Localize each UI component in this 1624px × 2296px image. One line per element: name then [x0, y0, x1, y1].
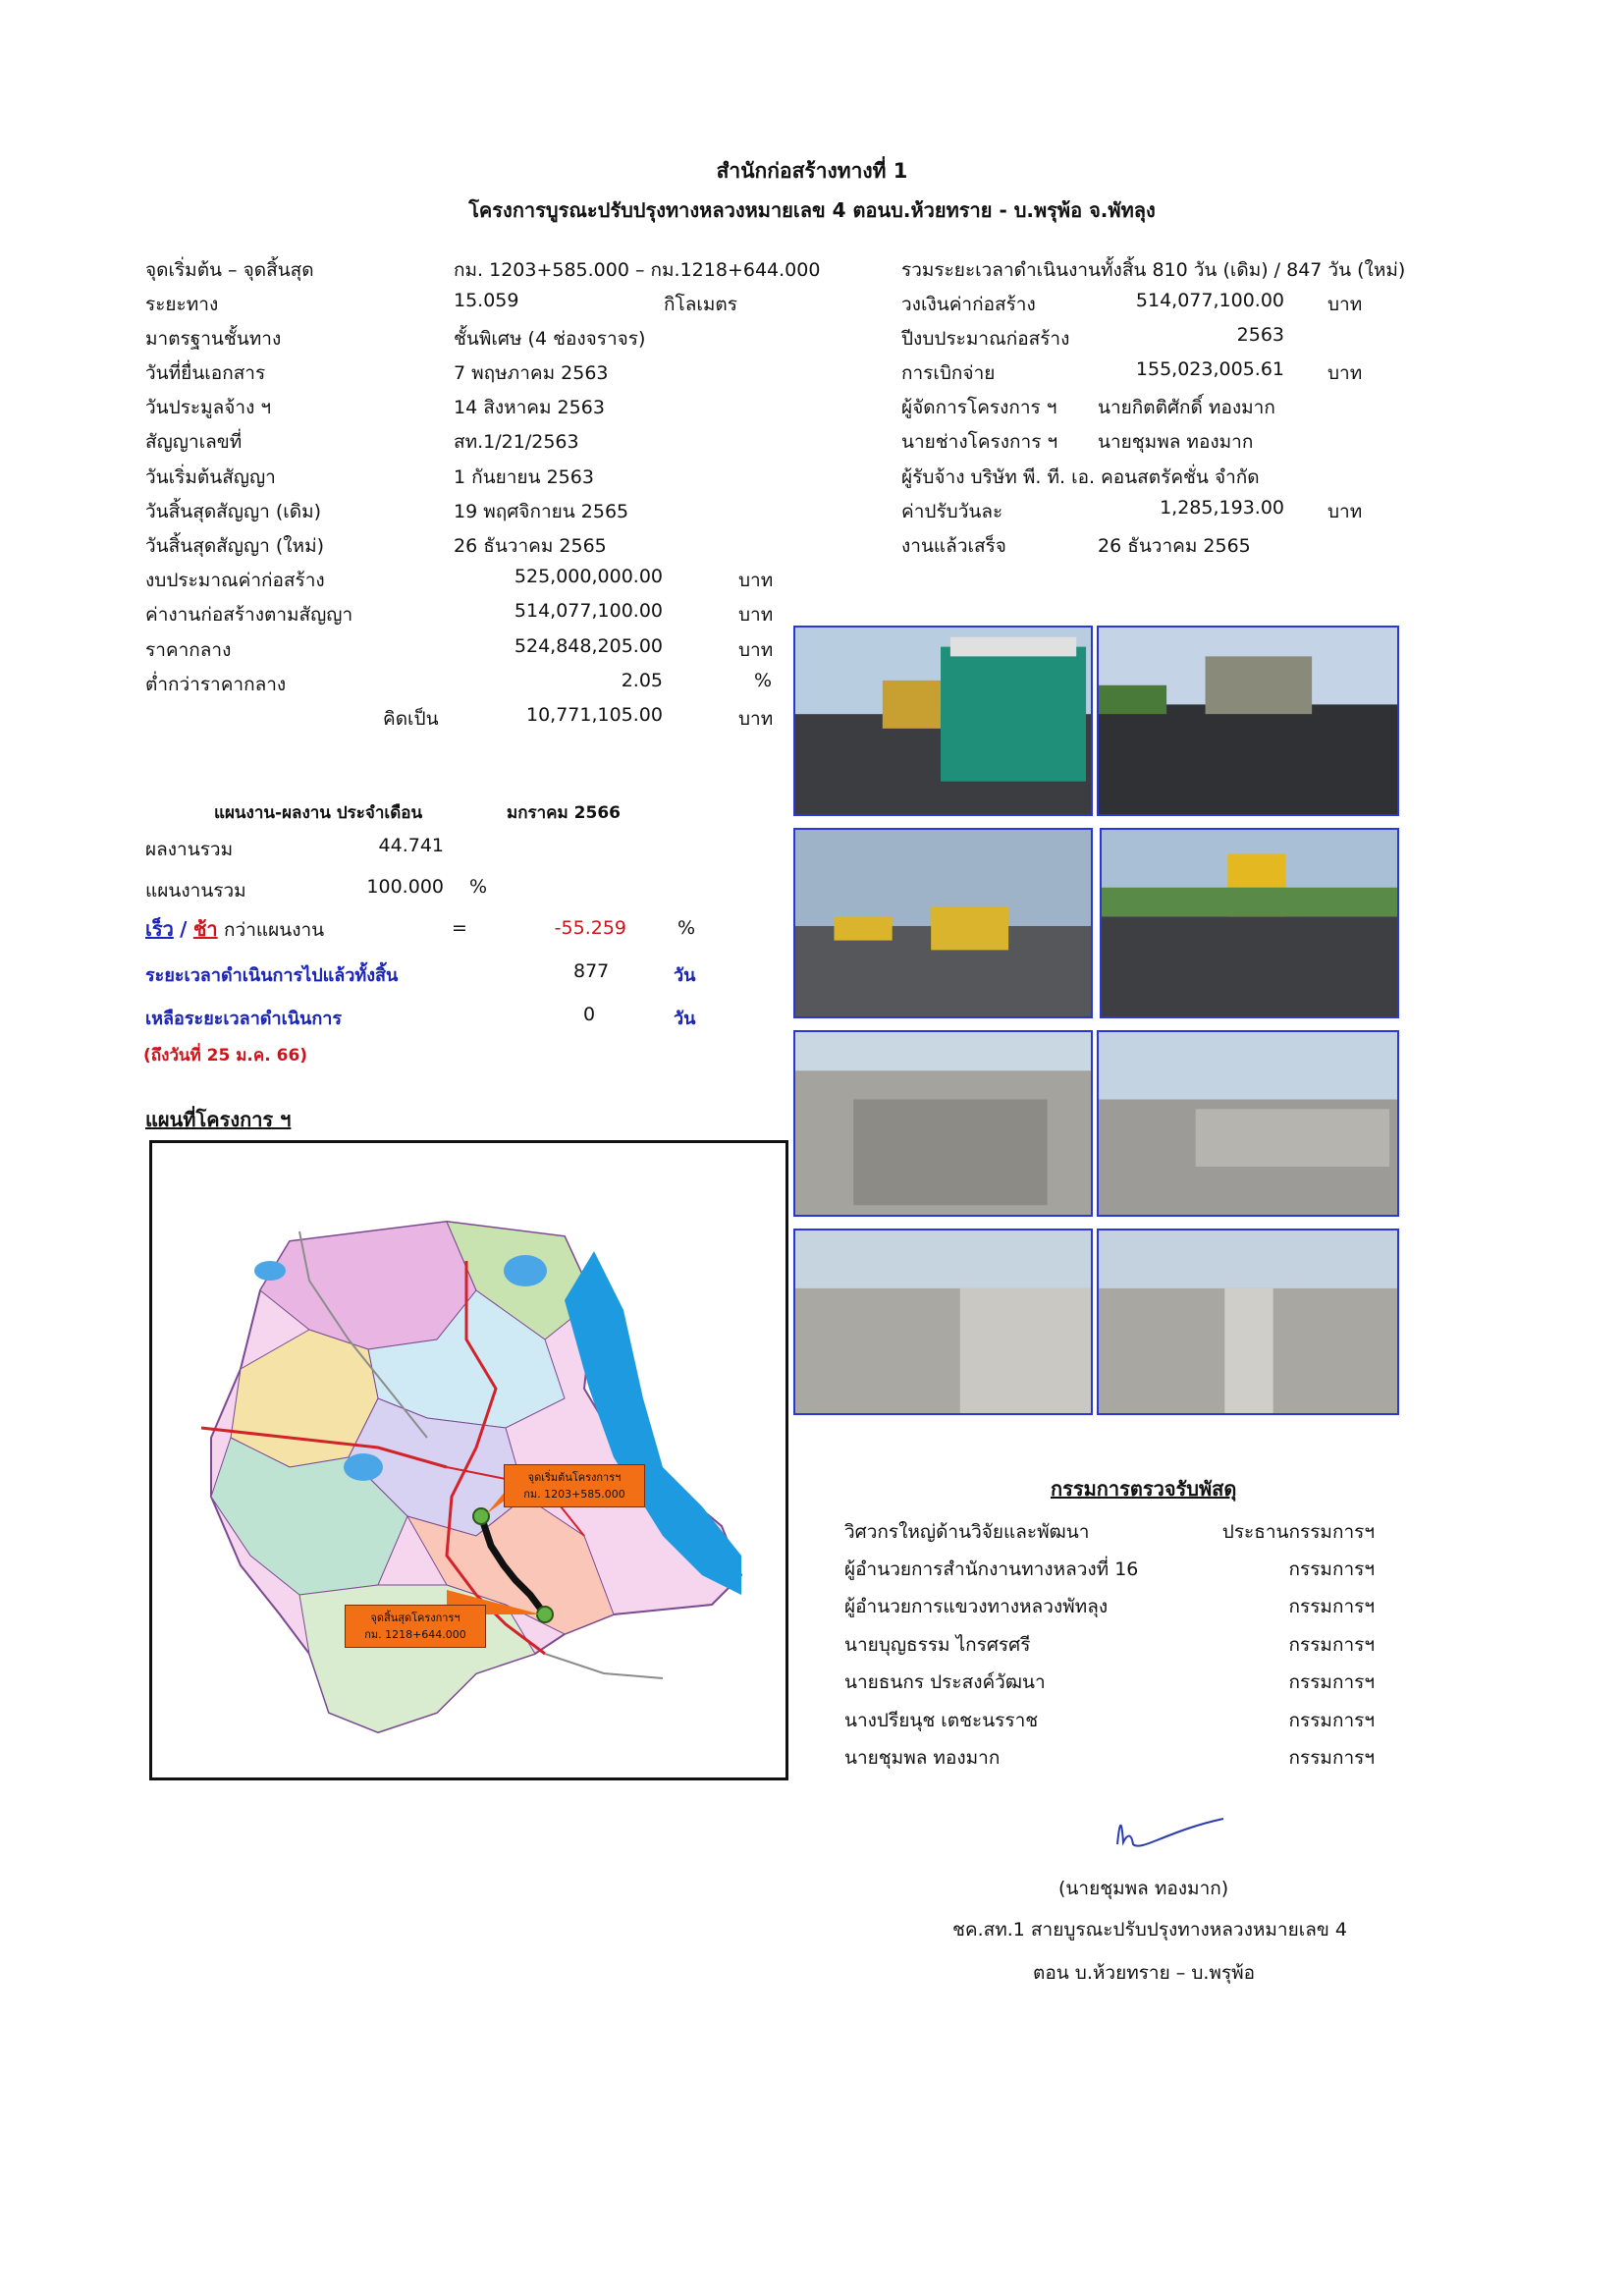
slash-label: / — [180, 917, 188, 941]
committee-member: ผู้อำนวยการสำนักงานทางหลวงที่ 16 — [844, 1558, 1139, 1580]
as-of-note: (ถึงวันที่ 25 ม.ค. 66) — [143, 1046, 308, 1066]
budget-label: ราคากลาง — [145, 639, 232, 661]
info-value: 26 ธันวาคม 2565 — [454, 535, 607, 557]
photo-concrete-2 — [1097, 1030, 1399, 1217]
info-value: 7 พฤษภาคม 2563 — [454, 362, 609, 384]
province-map-image — [152, 1143, 785, 1777]
signature-name: (นายชุมพล ทองมาก) — [1058, 1878, 1229, 1899]
equals-sign: = — [452, 917, 467, 939]
budget-value: 2.05 — [621, 670, 663, 691]
end-km: กม. 1218+644.000 — [364, 1628, 466, 1641]
engineer-name: นายชุมพล ทองมาก — [1098, 431, 1254, 453]
right-value: 514,077,100.00 — [1135, 290, 1284, 311]
committee-member: นายชุมพล ทองมาก — [844, 1747, 1001, 1769]
fast-label: เร็ว — [145, 917, 174, 941]
end-label: จุดสิ้นสุดโครงการฯ — [370, 1612, 460, 1624]
budget-value: 525,000,000.00 — [514, 566, 663, 587]
info-value: สท.1/21/2563 — [454, 431, 579, 453]
remaining-unit: วัน — [674, 1009, 696, 1029]
committee-role: กรรมการฯ — [1288, 1558, 1375, 1580]
committee-role: กรรมการฯ — [1288, 1671, 1375, 1693]
budget-value: 10,771,105.00 — [525, 704, 663, 726]
info-label: วันสิ้นสุดสัญญา (เดิม) — [145, 501, 322, 522]
info-label: วันที่ยื่นเอกสาร — [145, 362, 266, 384]
info-value: กม. 1203+585.000 – กม.1218+644.000 — [454, 259, 821, 281]
photo-concrete-3 — [793, 1229, 1093, 1415]
budget-label: ค่างานก่อสร้างตามสัญญา — [145, 604, 353, 626]
fine-label: ค่าปรับวันละ — [901, 501, 1003, 522]
committee-role: กรรมการฯ — [1288, 1634, 1375, 1656]
info-unit: กิโลเมตร — [664, 294, 737, 315]
budget-value: 524,848,205.00 — [514, 635, 663, 657]
committee-heading: กรรมการตรวจรับพัสดุ — [1051, 1477, 1237, 1501]
committee-role: กรรมการฯ — [1288, 1596, 1375, 1617]
engineer-label: นายช่างโครงการ ฯ — [901, 431, 1058, 453]
budget-unit: บาท — [738, 570, 774, 591]
actual-value: 44.741 — [378, 835, 444, 856]
budget-unit: บาท — [738, 708, 774, 730]
plan-label: แผนงานรวม — [145, 880, 246, 902]
diff-unit: % — [677, 917, 696, 939]
photo-roller-2 — [1100, 828, 1399, 1018]
office-title: สำนักก่อสร้างทางที่ 1 — [716, 159, 908, 183]
info-value: 15.059 — [454, 290, 519, 311]
signature-mark — [1098, 1805, 1235, 1864]
plan-value: 100.000 — [366, 876, 444, 898]
contractor-text: ผู้รับจ้าง บริษัท พี. ที. เอ. คอนสตรัคชั่น จำกัด — [901, 466, 1260, 488]
remaining-value: 0 — [583, 1004, 596, 1025]
budget-label: คิดเป็น — [383, 708, 439, 730]
info-value: 14 สิงหาคม 2563 — [454, 397, 605, 418]
photo-roller-1 — [793, 828, 1093, 1018]
right-unit: บาท — [1327, 294, 1363, 315]
info-label: ระยะทาง — [145, 294, 219, 315]
right-unit: บาท — [1327, 362, 1363, 384]
committee-role: กรรมการฯ — [1288, 1710, 1375, 1731]
elapsed-label: ระยะเวลาดำเนินการไปแล้วทั้งสิ้น — [145, 965, 399, 986]
committee-role: กรรมการฯ — [1288, 1747, 1375, 1769]
committee-member: วิศวกรใหญ่ด้านวิจัยและพัฒนา — [844, 1521, 1090, 1543]
budget-unit: % — [754, 670, 773, 691]
info-label: วันเริ่มต้นสัญญา — [145, 466, 276, 488]
end-callout — [345, 1605, 486, 1648]
budget-value: 514,077,100.00 — [514, 600, 663, 622]
fine-value: 1,285,193.00 — [1160, 497, 1284, 519]
info-value: 1 กันยายน 2563 — [454, 466, 594, 488]
photo-concrete-1 — [793, 1030, 1093, 1217]
committee-member: นายธนกร ประสงค์วัฒนา — [844, 1671, 1046, 1693]
committee-member: นายบุญธรรม ไกรศรศรี — [844, 1634, 1031, 1656]
elapsed-value: 877 — [573, 960, 610, 982]
actual-label: ผลงานรวม — [145, 839, 234, 860]
info-value: ชั้นพิเศษ (4 ช่องจราจร) — [454, 328, 646, 350]
signature-position-2: ตอน บ.ห้วยทราย – บ.พรุพ้อ — [1033, 1962, 1256, 1984]
manager-name: นายกิตติศักดิ์ ทองมาก — [1098, 397, 1275, 418]
progress-month: มกราคม 2566 — [507, 803, 621, 823]
photo-concrete-4 — [1097, 1229, 1399, 1415]
info-value: 19 พฤศจิกายน 2565 — [454, 501, 629, 522]
info-label: มาตรฐานชั้นทาง — [145, 328, 282, 350]
committee-member: นางปรียนุช เตชะนรราช — [844, 1710, 1039, 1731]
start-label: จุดเริ่มต้นโครงการฯ — [527, 1471, 622, 1484]
photo-paver-1 — [793, 626, 1093, 816]
right-value: 2563 — [1236, 324, 1284, 346]
vs-plan-label: กว่าแผนงาน — [224, 919, 325, 941]
fast-slow-row — [145, 913, 324, 945]
budget-unit: บาท — [738, 604, 774, 626]
info-label: สัญญาเลขที่ — [145, 431, 243, 453]
start-callout — [504, 1464, 645, 1507]
info-label: วันประมูลจ้าง ฯ — [145, 397, 272, 418]
right-label: ปีงบประมาณก่อสร้าง — [901, 328, 1070, 350]
signature-position-1: ชค.สท.1 สายบูรณะปรับปรุงทางหลวงหมายเลข 4 — [952, 1919, 1347, 1941]
elapsed-unit: วัน — [674, 965, 696, 986]
info-label: จุดเริ่มต้น – จุดสิ้นสุด — [145, 259, 314, 281]
committee-member: ผู้อำนวยการแขวงทางหลวงพัทลุง — [844, 1596, 1109, 1617]
manager-label: ผู้จัดการโครงการ ฯ — [901, 397, 1057, 418]
slow-label: ช้า — [192, 917, 218, 941]
completion-date: 26 ธันวาคม 2565 — [1098, 535, 1251, 557]
budget-unit: บาท — [738, 639, 774, 661]
completion-label: งานแล้วเสร็จ — [901, 535, 1006, 557]
project-title: โครงการบูรณะปรับปรุงทางหลวงหมายเลข 4 ตอนบ.ห้วยทราย - บ.พรุพ้อ จ.พัทลุง — [468, 198, 1156, 222]
right-label: วงเงินค่าก่อสร้าง — [901, 294, 1036, 315]
right-value: 155,023,005.61 — [1135, 358, 1284, 380]
plan-unit: % — [469, 876, 488, 898]
info-label: วันสิ้นสุดสัญญา (ใหม่) — [145, 535, 325, 557]
map-heading: แผนที่โครงการ ฯ — [145, 1108, 292, 1131]
diff-value: -55.259 — [554, 917, 626, 939]
remaining-label: เหลือระยะเวลาดำเนินการ — [145, 1009, 343, 1029]
project-map — [149, 1140, 788, 1780]
start-km: กม. 1203+585.000 — [523, 1488, 625, 1501]
committee-role: ประธานกรรมการฯ — [1221, 1521, 1375, 1543]
budget-label: ต่ำกว่าราคากลาง — [145, 674, 287, 695]
photo-paver-2 — [1097, 626, 1399, 816]
fine-unit: บาท — [1327, 501, 1363, 522]
progress-heading: แผนงาน-ผลงาน ประจำเดือน — [214, 803, 423, 823]
duration-text: รวมระยะเวลาดำเนินงานทั้งสิ้น 810 วัน (เดิม) / 847 วัน (ใหม่) — [901, 259, 1406, 281]
budget-label: งบประมาณค่าก่อสร้าง — [145, 570, 325, 591]
right-label: การเบิกจ่าย — [901, 362, 996, 384]
